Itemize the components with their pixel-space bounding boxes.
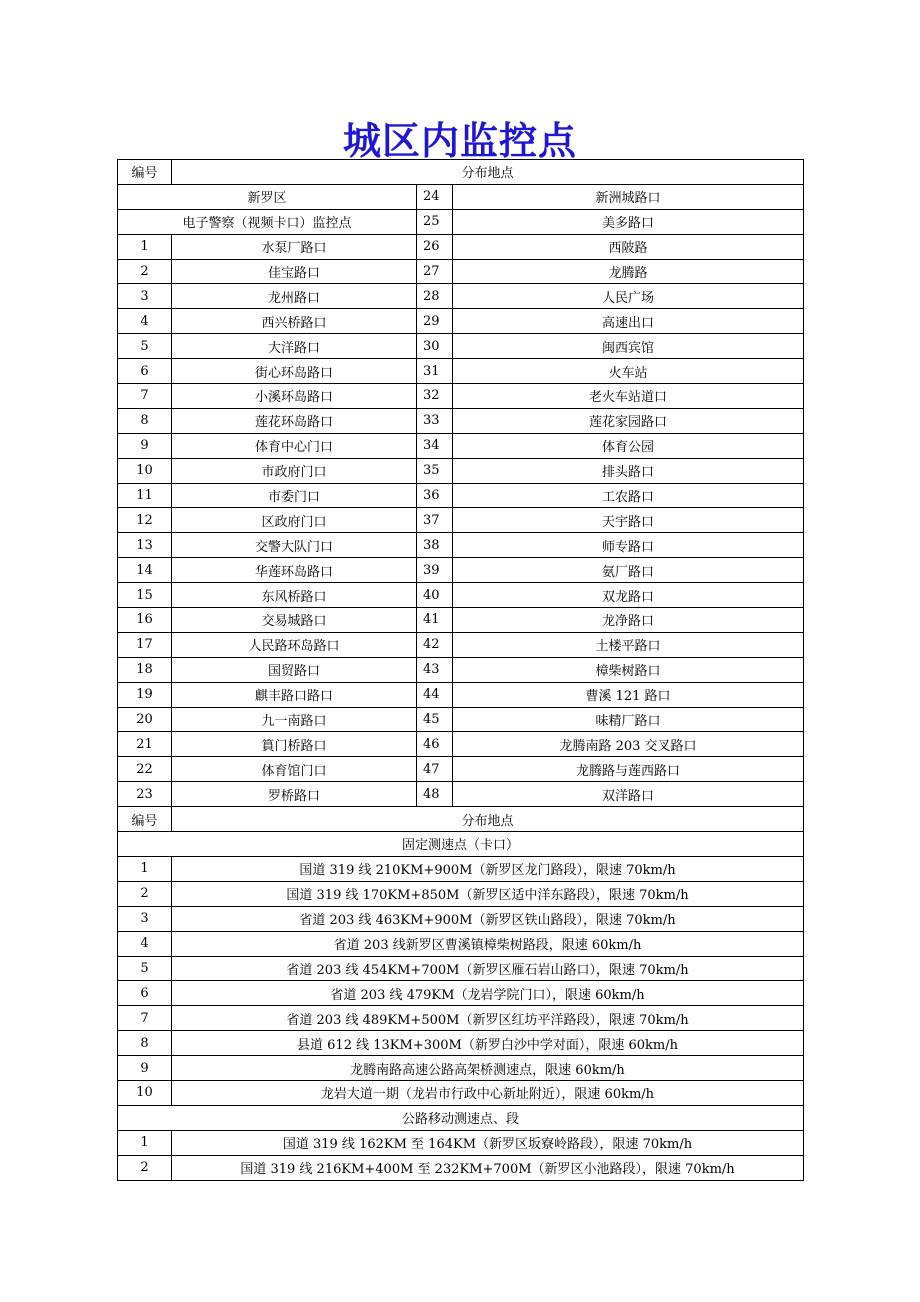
speed-point-text: 省道 203 线 479KM（龙岩学院门口），限速 60km/h [172, 981, 804, 1006]
point-name: 龙腾南路 203 交叉路口 [453, 732, 804, 757]
point-no: 5 [118, 334, 172, 359]
point-no: 33 [417, 408, 453, 433]
point-name: 曹溪 121 路口 [453, 682, 804, 707]
district-name: 新罗区 [118, 184, 417, 209]
point-name: 市政府门口 [172, 458, 417, 483]
point-no: 43 [417, 657, 453, 682]
point-name: 大洋路口 [172, 334, 417, 359]
point-no: 6 [118, 359, 172, 384]
table-row [118, 483, 804, 508]
point-no: 31 [417, 359, 453, 384]
point-no: 16 [118, 608, 172, 633]
point-name: 麒丰路口路口 [172, 682, 417, 707]
table-row [118, 682, 804, 707]
speed-point-text: 省道 203 线 454KM+700M（新罗区雁石岩山路口），限速 70km/h [172, 956, 804, 981]
point-name: 氨厂路口 [453, 558, 804, 583]
point-name: 华莲环岛路口 [172, 558, 417, 583]
point-name: 西陂路 [453, 234, 804, 259]
monitoring-points-table [117, 159, 804, 1181]
point-no: 6 [118, 981, 172, 1006]
point-name: 龙净路口 [453, 608, 804, 633]
point-name: 交警大队门口 [172, 533, 417, 558]
table-row [118, 583, 804, 608]
point-no: 3 [118, 906, 172, 931]
speed-point-text: 县道 612 线 13KM+300M（新罗白沙中学对面），限速 60km/h [172, 1031, 804, 1056]
point-no: 44 [417, 682, 453, 707]
point-no: 2 [118, 881, 172, 906]
point-no: 48 [417, 782, 453, 807]
point-no: 28 [417, 284, 453, 309]
point-no: 1 [118, 1130, 172, 1155]
point-name: 人民路环岛路口 [172, 632, 417, 657]
point-no: 10 [118, 1080, 172, 1105]
point-name: 国贸路口 [172, 657, 417, 682]
point-no: 27 [417, 259, 453, 284]
point-no: 34 [417, 433, 453, 458]
point-no: 24 [417, 184, 453, 209]
table-row [118, 1031, 804, 1056]
point-name: 闽西宾馆 [453, 334, 804, 359]
section-row [118, 1105, 804, 1130]
point-name: 双龙路口 [453, 583, 804, 608]
table-row [118, 707, 804, 732]
point-no: 42 [417, 632, 453, 657]
table-row [118, 1006, 804, 1031]
table-row [118, 284, 804, 309]
point-no: 23 [118, 782, 172, 807]
speed-point-text: 龙岩大道一期（龙岩市行政中心新址附近），限速 60km/h [172, 1080, 804, 1105]
table-row [118, 1155, 804, 1180]
point-no: 40 [417, 583, 453, 608]
point-no: 15 [118, 583, 172, 608]
point-no: 2 [118, 1155, 172, 1180]
point-name: 街心环岛路口 [172, 359, 417, 384]
table-row [118, 608, 804, 633]
point-no: 17 [118, 632, 172, 657]
point-no: 4 [118, 931, 172, 956]
point-name: 东风桥路口 [172, 583, 417, 608]
point-no: 7 [118, 384, 172, 409]
point-name: 莲花家园路口 [453, 408, 804, 433]
point-name: 老火车站道口 [453, 384, 804, 409]
table-row [118, 657, 804, 682]
table-row [118, 757, 804, 782]
table-row [118, 782, 804, 807]
point-name: 罗桥路口 [172, 782, 417, 807]
point-name: 双洋路口 [453, 782, 804, 807]
table-row [118, 632, 804, 657]
speed-point-text: 省道 203 线新罗区曹溪镇樟柴树路段，限速 60km/h [172, 931, 804, 956]
table-row [118, 732, 804, 757]
table-row [118, 533, 804, 558]
point-name: 味精厂路口 [453, 707, 804, 732]
point-name: 莲花环岛路口 [172, 408, 417, 433]
point-no: 5 [118, 956, 172, 981]
point-no: 11 [118, 483, 172, 508]
col-no-header: 编号 [118, 160, 172, 185]
table-row [118, 1130, 804, 1155]
point-name: 龙州路口 [172, 284, 417, 309]
point-no: 8 [118, 1031, 172, 1056]
point-no: 38 [417, 533, 453, 558]
table-row [118, 931, 804, 956]
point-name: 土楼平路口 [453, 632, 804, 657]
point-no: 22 [118, 757, 172, 782]
point-no: 45 [417, 707, 453, 732]
point-name: 排头路口 [453, 458, 804, 483]
point-no: 32 [417, 384, 453, 409]
speed-point-text: 龙腾南路高速公路高架桥测速点，限速 60km/h [172, 1056, 804, 1081]
point-no: 13 [118, 533, 172, 558]
table-row [118, 259, 804, 284]
table-row [118, 881, 804, 906]
col-no-header: 编号 [118, 807, 172, 832]
point-name: 高速出口 [453, 309, 804, 334]
point-no: 2 [118, 259, 172, 284]
speed-point-text: 国道 319 线 210KM+900M（新罗区龙门路段），限速 70km/h [172, 856, 804, 881]
point-no: 37 [417, 508, 453, 533]
table-row [118, 433, 804, 458]
category-label: 电子警察（视频卡口）监控点 [118, 209, 417, 234]
table-row [118, 1056, 804, 1081]
point-name: 火车站 [453, 359, 804, 384]
point-no: 35 [417, 458, 453, 483]
point-no: 9 [118, 1056, 172, 1081]
point-name: 人民广场 [453, 284, 804, 309]
table-row [118, 384, 804, 409]
col-location-header: 分布地点 [172, 160, 804, 185]
col-location-header: 分布地点 [172, 807, 804, 832]
section-title-mobile: 公路移动测速点、段 [118, 1105, 804, 1130]
point-name: 篔门桥路口 [172, 732, 417, 757]
table-row [118, 309, 804, 334]
point-no: 29 [417, 309, 453, 334]
table-row [118, 906, 804, 931]
section-title-fixed: 固定测速点（卡口） [118, 832, 804, 857]
speed-point-text: 省道 203 线 463KM+900M（新罗区铁山路段），限速 70km/h [172, 906, 804, 931]
point-name: 小溪环岛路口 [172, 384, 417, 409]
point-name: 市委门口 [172, 483, 417, 508]
header-row [118, 160, 804, 185]
point-name: 九一南路口 [172, 707, 417, 732]
table-row [118, 956, 804, 981]
point-no: 20 [118, 707, 172, 732]
point-name: 区政府门口 [172, 508, 417, 533]
point-name: 工农路口 [453, 483, 804, 508]
table-row [118, 558, 804, 583]
point-name: 体育公园 [453, 433, 804, 458]
point-no: 21 [118, 732, 172, 757]
table-row [118, 184, 804, 209]
page-title: 城区内监控点 [342, 118, 577, 163]
table-row [118, 458, 804, 483]
table-row [118, 359, 804, 384]
point-no: 39 [417, 558, 453, 583]
table-row [118, 334, 804, 359]
point-no: 36 [417, 483, 453, 508]
point-no: 3 [118, 284, 172, 309]
point-name: 佳宝路口 [172, 259, 417, 284]
point-no: 47 [417, 757, 453, 782]
point-no: 18 [118, 657, 172, 682]
point-no: 10 [118, 458, 172, 483]
table-row [118, 1080, 804, 1105]
point-name: 天宇路口 [453, 508, 804, 533]
table-row [118, 981, 804, 1006]
point-no: 30 [417, 334, 453, 359]
point-no: 1 [118, 856, 172, 881]
point-name: 体育馆门口 [172, 757, 417, 782]
point-name: 水泵厂路口 [172, 234, 417, 259]
table-row [118, 408, 804, 433]
table-row [118, 209, 804, 234]
point-name: 美多路口 [453, 209, 804, 234]
point-name: 龙腾路与莲西路口 [453, 757, 804, 782]
point-name: 交易城路口 [172, 608, 417, 633]
point-no: 8 [118, 408, 172, 433]
point-no: 9 [118, 433, 172, 458]
point-name: 师专路口 [453, 533, 804, 558]
table-row [118, 508, 804, 533]
header-row [118, 807, 804, 832]
speed-point-text: 国道 319 线 162KM 至 164KM（新罗区坂寮岭路段），限速 70km/h [172, 1130, 804, 1155]
point-name: 樟柴树路口 [453, 657, 804, 682]
point-no: 12 [118, 508, 172, 533]
point-name: 龙腾路 [453, 259, 804, 284]
speed-point-text: 国道 319 线 216KM+400M 至 232KM+700M（新罗区小池路段），限速 70km/h [172, 1155, 804, 1180]
point-no: 41 [417, 608, 453, 633]
point-no: 4 [118, 309, 172, 334]
point-no: 14 [118, 558, 172, 583]
table-row [118, 856, 804, 881]
point-no: 46 [417, 732, 453, 757]
point-no: 19 [118, 682, 172, 707]
point-no: 25 [417, 209, 453, 234]
point-name: 新洲城路口 [453, 184, 804, 209]
point-no: 26 [417, 234, 453, 259]
speed-point-text: 省道 203 线 489KM+500M（新罗区红坊平洋路段），限速 70km/h [172, 1006, 804, 1031]
point-no: 1 [118, 234, 172, 259]
point-no: 7 [118, 1006, 172, 1031]
table-row [118, 234, 804, 259]
section-row [118, 832, 804, 857]
speed-point-text: 国道 319 线 170KM+850M（新罗区适中洋东路段），限速 70km/h [172, 881, 804, 906]
point-name: 体育中心门口 [172, 433, 417, 458]
point-name: 西兴桥路口 [172, 309, 417, 334]
